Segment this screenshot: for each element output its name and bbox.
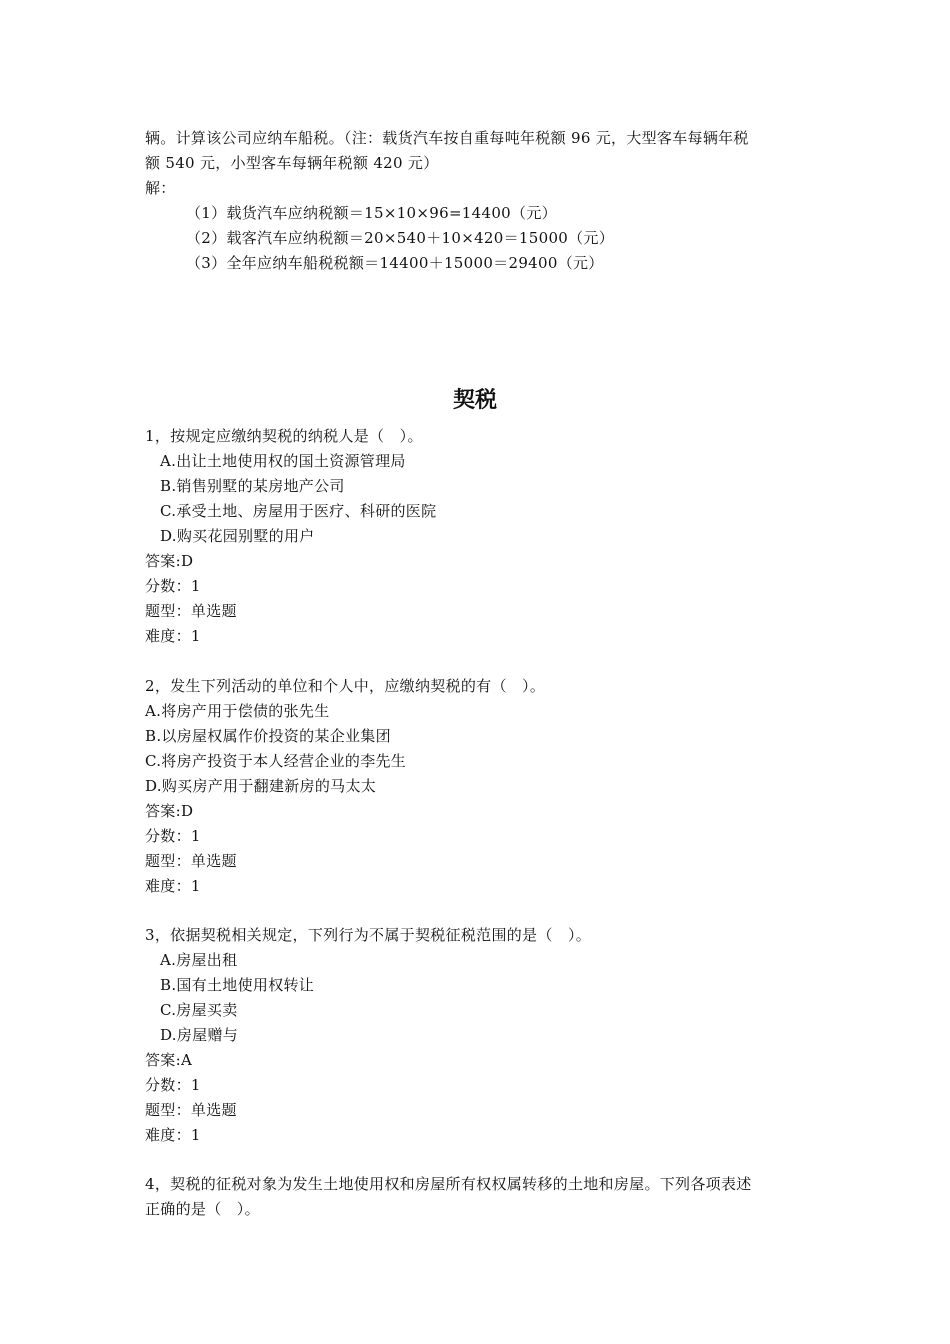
question-2-option-b: B.以房屋权属作价投资的某企业集团 bbox=[145, 727, 391, 745]
question-1-option-a: A.出让土地使用权的国土资源管理局 bbox=[160, 452, 406, 470]
question-2-difficulty: 难度：1 bbox=[145, 877, 201, 895]
solution-step-1: （1）载货汽车应纳税额＝15×10×96=14400（元） bbox=[186, 204, 557, 222]
question-4-stem-line-2: 正确的是（ ）。 bbox=[145, 1200, 260, 1218]
question-2-option-a: A.将房产用于偿债的张先生 bbox=[145, 702, 330, 720]
section-title: 契税 bbox=[452, 388, 497, 413]
intro-text-line-1: 辆。计算该公司应纳车船税。（注：载货汽车按自重每吨年税额 96 元，大型客车每辆年税 bbox=[145, 129, 749, 147]
question-2-option-d: D.购买房产用于翻建新房的马太太 bbox=[145, 777, 377, 795]
question-4-stem-line-1: 4，契税的征税对象为发生土地使用权和房屋所有权权属转移的土地和房屋。下列各项表述 bbox=[145, 1175, 752, 1193]
question-3-option-d: D.房屋赠与 bbox=[160, 1026, 239, 1044]
intro-text-line-2: 额 540 元，小型客车每辆年税额 420 元） bbox=[145, 154, 439, 172]
solution-step-3: （3）全年应纳车船税税额＝14400＋15000＝29400（元） bbox=[186, 254, 604, 272]
question-3-difficulty: 难度：1 bbox=[145, 1126, 201, 1144]
question-1-answer: 答案:D bbox=[145, 552, 194, 570]
question-2-option-c: C.将房产投资于本人经营企业的李先生 bbox=[145, 752, 407, 770]
solution-step-2: （2）载客汽车应纳税额＝20×540＋10×420＝15000（元） bbox=[186, 229, 615, 247]
question-1-option-d: D.购买花园别墅的用户 bbox=[160, 527, 315, 545]
question-1-option-c: C.承受土地、房屋用于医疗、科研的医院 bbox=[160, 502, 437, 520]
question-1-difficulty: 难度：1 bbox=[145, 627, 201, 645]
question-1-stem: 1，按规定应缴纳契税的纳税人是（ ）。 bbox=[145, 427, 423, 445]
question-1-option-b: B.销售别墅的某房地产公司 bbox=[160, 477, 345, 495]
question-3-option-c: C.房屋买卖 bbox=[160, 1001, 238, 1019]
question-2-score: 分数：1 bbox=[145, 827, 201, 845]
question-3-answer: 答案:A bbox=[145, 1051, 193, 1069]
question-3-type: 题型：单选题 bbox=[145, 1101, 237, 1119]
solution-label: 解： bbox=[145, 179, 176, 197]
question-2-answer: 答案:D bbox=[145, 802, 194, 820]
question-2-type: 题型：单选题 bbox=[145, 852, 237, 870]
question-3-score: 分数：1 bbox=[145, 1076, 201, 1094]
question-1-score: 分数：1 bbox=[145, 577, 201, 595]
question-3-stem: 3，依据契税相关规定，下列行为不属于契税征税范围的是（ ）。 bbox=[145, 926, 592, 944]
question-3-option-b: B.国有土地使用权转让 bbox=[160, 976, 315, 994]
question-3-option-a: A.房屋出租 bbox=[160, 951, 238, 969]
question-1-type: 题型：单选题 bbox=[145, 602, 237, 620]
question-2-stem: 2，发生下列活动的单位和个人中，应缴纳契税的有（ ）。 bbox=[145, 677, 546, 695]
